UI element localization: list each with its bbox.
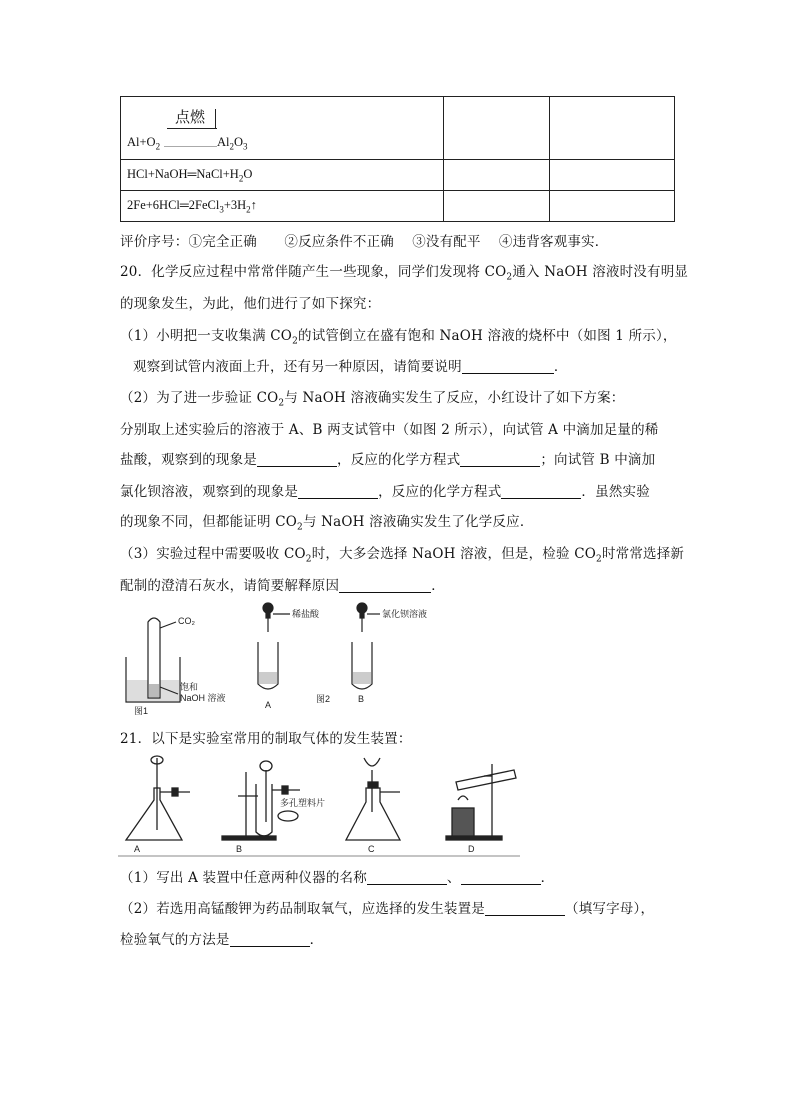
q20-line-5: （2）为了进一步验证 $CO_2$与 NaOH 溶液确实发生了反应，小红设计了如下方案： [120, 390, 625, 409]
q21-line-2: （1）写出 A 装置中任意两种仪器的名称 、 ． [120, 870, 555, 886]
beaker-diagram [126, 618, 180, 702]
co2-label: CO₂ [178, 616, 195, 626]
answer-blank[interactable] [460, 452, 540, 467]
apparatus-d [446, 764, 516, 840]
equation-cell-3: $2Fe+6HCl═2FeCl_3+3H_2↑$ [121, 191, 444, 222]
corrected-cell[interactable] [550, 160, 675, 191]
answer-blank[interactable] [461, 870, 541, 885]
q20-line-6: 分别取上述实验后的溶液于 A、B 两支试管中（如图 2 所示），向试管 A 中滴加足量的稀 [120, 422, 659, 438]
q20-line-7: 盐酸，观察到的现象是 ，反应的化学方程式 ；向试管 B 中滴加 [120, 452, 656, 468]
equation-cell-1 [121, 97, 444, 160]
answer-blank[interactable] [257, 452, 337, 467]
label-a: A [134, 844, 141, 854]
q20-line-8: 氯化钡溶液，观察到的现象是 ，反应的化学方程式 ．虽然实验 [120, 484, 650, 500]
naoh-label: NaOH 溶液 [180, 693, 226, 703]
q20-line-3: （1）小明把一支收集满 $CO_2$的试管倒立在盛有饱和 NaOH 溶液的烧杯中（如图 1 所示）， [120, 328, 677, 347]
corrected-cell[interactable] [550, 97, 675, 160]
label-c: C [368, 844, 375, 854]
q20-line-4: 观察到试管内液面上升，还有另一种原因，请简要说明 ． [133, 359, 568, 375]
tube-b-label: B [358, 694, 365, 704]
answer-blank[interactable] [339, 578, 431, 593]
q20-line-1: 20．化学反应过程中常常伴随产生一些现象，同学们发现将 $CO_2$通入 NaOH 溶液时没有明显 [120, 264, 689, 283]
equation-rhs: $Al_2O_3$ [217, 135, 248, 152]
answer-blank[interactable] [501, 484, 581, 499]
error-index-cell[interactable] [444, 97, 550, 160]
error-index-cell[interactable] [444, 191, 550, 222]
test-tube-b [352, 603, 380, 689]
equation-table [120, 96, 675, 222]
corrected-cell[interactable] [550, 191, 675, 222]
q20-line-9: 的现象不同，但都能证明 $CO_2$与 NaOH 溶液确实发生了化学反应． [120, 514, 534, 533]
tube-a-label: A [265, 700, 272, 710]
saturated-label: 饱和 [180, 682, 199, 692]
answer-blank[interactable] [462, 359, 554, 374]
q21-line-4: 检验氧气的方法是 ． [120, 932, 324, 948]
apparatus-c [346, 758, 400, 840]
figure-1-2 [118, 602, 432, 718]
q20-line-10: （3）实验过程中需要吸收 $CO_2$时，大多会选择 NaOH 溶液，但是，检验 $CO_2$时常常选择新 [120, 546, 685, 565]
gas-apparatus-figure [118, 752, 520, 858]
q21-line-3: （2）若选用高锰酸钾为药品制取氧气，应选择的发生装置是 （填写字母）， [120, 901, 655, 917]
evaluation-legend: 评价序号：①完全正确 ②反应条件不正确 ③没有配平 ④违背客观事实． [120, 234, 609, 250]
apparatus-a [126, 756, 190, 840]
label-d: D [468, 844, 475, 854]
answer-blank[interactable] [367, 870, 447, 885]
answer-blank[interactable] [298, 484, 378, 499]
equation-lhs: $Al+O_2$ [127, 135, 161, 152]
figure-2-label: 图2 [316, 694, 331, 704]
reaction-condition: 点燃 [175, 108, 206, 126]
q21-line-1: 21．以下是实验室常用的制取气体的发生装置： [120, 731, 412, 747]
bacl2-label: 氯化钡溶液 [382, 609, 428, 619]
figure-1-label: 图1 [134, 706, 149, 716]
plate-label: 多孔塑料片 [280, 798, 326, 808]
q20-line-11: 配制的澄清石灰水，请简要解释原因 ． [120, 578, 445, 594]
acid-label: 稀盐酸 [292, 609, 320, 619]
label-b: B [236, 844, 243, 854]
equation-cell-2: $HCl+NaOH═NaCl+H_2O$ [121, 160, 444, 191]
q20-line-2: 的现象发生，为此，他们进行了如下探究： [120, 296, 381, 312]
answer-blank[interactable] [230, 932, 310, 947]
error-index-cell[interactable] [444, 160, 550, 191]
test-tube-a [258, 603, 290, 689]
answer-blank[interactable] [485, 901, 565, 916]
